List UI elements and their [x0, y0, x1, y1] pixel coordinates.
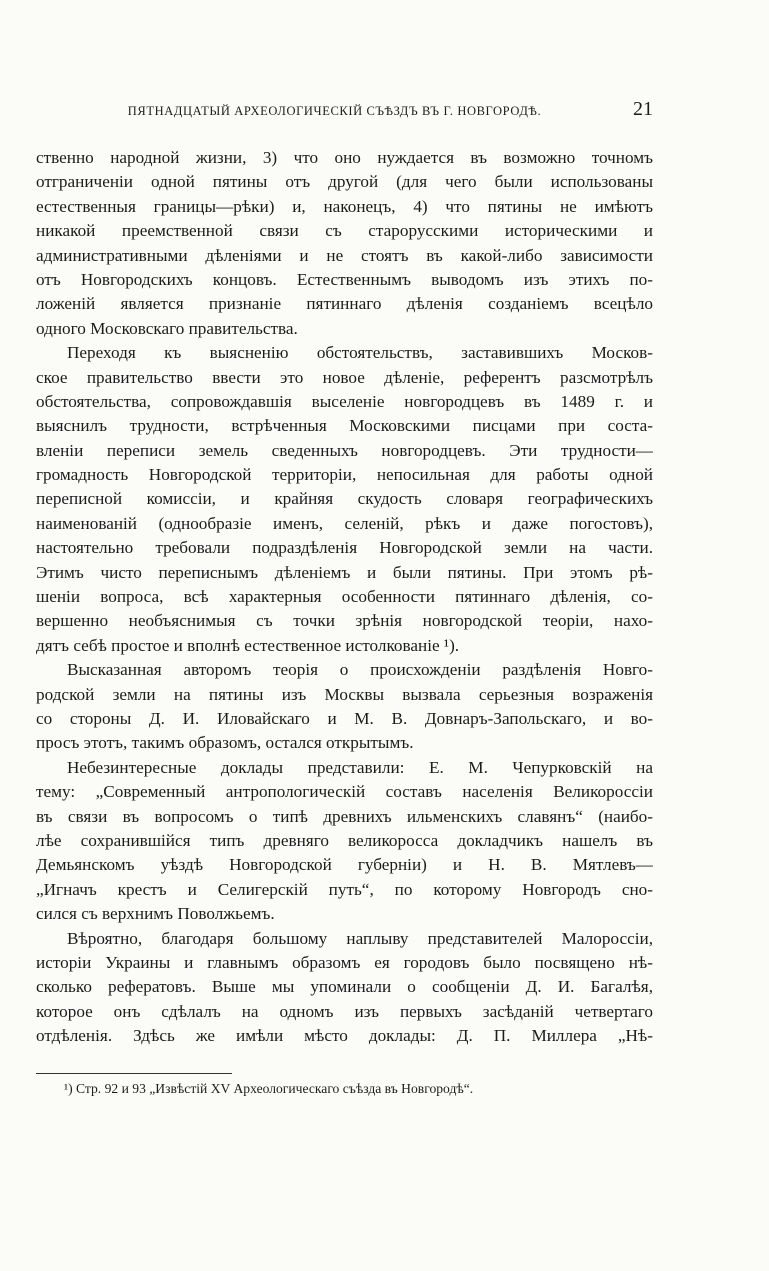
text-line: Демьянскомъ уѣздѣ Новгородской губерніи) и Н. В. Мятлевъ—	[36, 855, 653, 875]
page-number: 21	[633, 98, 653, 120]
text-line: ственно народной жизни, 3) что оно нуждается въ возможно точномъ	[36, 148, 653, 167]
text-line: Переходя къ выясненію обстоятельствъ, заставившихъ Москов-	[67, 343, 653, 363]
footnote-text: Стр. 92 и 93 „Извѣстій XV Археологическаго съѣзда въ Новгородѣ“.	[76, 1081, 474, 1096]
running-title: ПЯТНАДЦАТЫЙ АРХЕОЛОГИЧЕСКІЙ СЪѢЗДЪ ВЪ Г. НОВГОРОДѢ.	[127, 104, 542, 118]
text-line: родской земли на пятины изъ Москвы вызвала серьезныя возраженія	[36, 684, 653, 704]
text-line: обстоятельства, сопровождавшія выселеніе новгородцевъ въ 1489 г. и	[36, 391, 653, 411]
text-line: наименованій (однообразіе именъ, селеній, рѣкъ и даже погостовъ),	[36, 513, 653, 533]
text-line: переписной комиссіи, и крайняя скудость словаря географическихъ	[36, 489, 653, 509]
text-line: административными дѣленіями и не стоятъ въ какой-либо зависимости	[36, 245, 653, 265]
text-line: сился съ верхнимъ Поволжьемъ.	[36, 904, 275, 924]
body-text	[36, 146, 653, 1048]
text-line: сколько рефератовъ. Выше мы упоминали о сообщеніи Д. И. Багалѣя,	[36, 977, 653, 997]
text-line: лѣе сохранившійся типъ древняго великоросса докладчикъ нашелъ въ	[36, 830, 653, 850]
footnote	[64, 1081, 664, 1097]
text-line: отдѣленія. Здѣсь же имѣли мѣсто доклады: Д. П. Миллера „Нѣ-	[36, 1026, 653, 1046]
text-line: дятъ себѣ простое и вполнѣ естественное истолкованіе ¹).	[36, 635, 460, 655]
text-line: отъ Новгородскихъ концовъ. Естественнымъ выводомъ изъ этихъ по-	[36, 269, 653, 289]
text-line: естественныя границы—рѣки) и, наконецъ, 4) что пятины не имѣютъ	[36, 196, 653, 216]
text-line: никакой преемственной связи съ старорусскими историческими и	[36, 221, 653, 241]
text-line: настоятельно требовали подраздѣленія Новгородской земли на части.	[36, 538, 653, 558]
text-line: вершенно необъяснимыя съ точки зрѣнія новгородской теоріи, нахо-	[36, 611, 653, 631]
text-line: ское правительство ввести это новое дѣленіе, референтъ разсмотрѣлъ	[36, 367, 653, 387]
text-line: со стороны Д. И. Иловайскаго и М. В. Довнаръ-Запольскаго, и во-	[36, 708, 653, 728]
text-line: отграниченіи одной пятины отъ другой (для чего были использованы	[36, 172, 653, 192]
text-line: Высказанная авторомъ теорія о происхожденіи раздѣленія Новго-	[67, 660, 653, 680]
text-line: которое онъ сдѣлалъ на одномъ изъ первыхъ засѣданій четвертаго	[36, 1001, 653, 1021]
text-line: выяснилъ трудности, встрѣченныя Московскими писцами при соста-	[36, 416, 653, 436]
text-line: просъ этотъ, такимъ образомъ, остался открытымъ.	[36, 733, 414, 753]
text-line: ложеній является признаніе пятиннаго дѣленія созданіемъ всецѣло	[36, 294, 653, 314]
text-line: вленіи переписи земель сведенныхъ новгородцевъ. Эти трудности—	[36, 440, 653, 460]
text-line: шеніи вопроса, всѣ характерныя особенности пятиннаго дѣленія, со-	[36, 587, 653, 607]
text-line: Небезинтересные доклады представили: Е. М. Чепурковскій на	[67, 757, 653, 777]
text-line: „Игначъ крестъ и Селигерскій путь“, по которому Новгородъ сно-	[36, 879, 653, 899]
text-line: исторіи Украины и главнымъ образомъ ея городовъ было посвящено нѣ-	[36, 952, 653, 972]
text-line: Вѣроятно, благодаря большому наплыву представителей Малороссіи,	[67, 928, 653, 948]
text-line: тему: „Современный антропологическій составъ населенія Великороссіи	[36, 782, 653, 802]
text-line: Этимъ чисто переписнымъ дѣленіемъ и были пятины. При этомъ рѣ-	[36, 562, 653, 582]
footnote-rule	[36, 1073, 232, 1074]
footnote-mark: ¹)	[64, 1081, 73, 1096]
text-line: одного Московскаго правительства.	[36, 318, 298, 338]
running-header	[36, 98, 653, 124]
text-line: въ связи въ вопросомъ о типѣ древнихъ ильменскихъ славянъ“ (наибо-	[36, 806, 653, 826]
text-line: громадность Новгородской территоріи, непосильная для работы одной	[36, 465, 653, 485]
